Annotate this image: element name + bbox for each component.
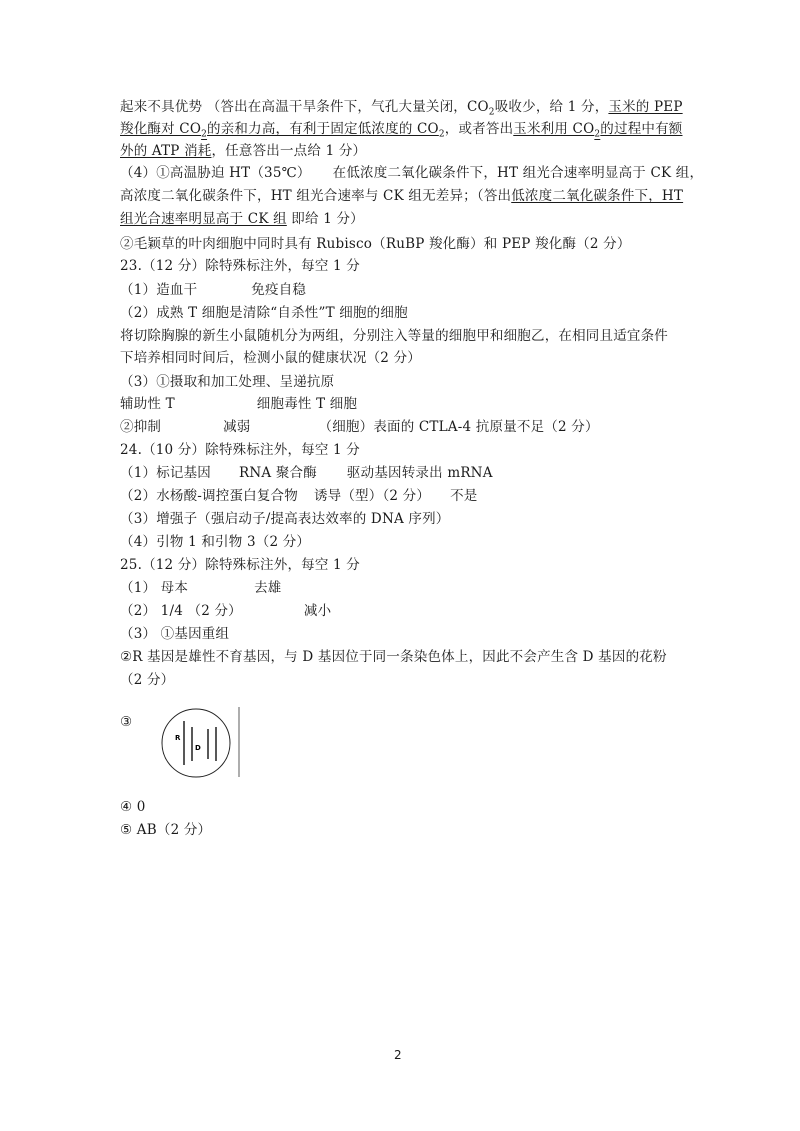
underlined-text: 外的 ATP 消耗 [120, 143, 212, 159]
text: （1） 母本 [120, 580, 189, 596]
text: ②抑制 [120, 419, 162, 435]
subscript: 2 [438, 129, 445, 140]
line-25: ②R 基因是雄性不育基因，与 D 基因位于同一条染色体上，因此不会产生含 D 基因的花粉 [120, 649, 667, 665]
text: （1）标记基因 [120, 465, 211, 481]
line-13: （3）①摄取和加工处理、呈递抗原 [120, 374, 335, 390]
text: 辅助性 T [120, 396, 175, 412]
line-3 [120, 141, 366, 161]
line-27: ③ [120, 714, 133, 730]
line-7: ②毛颖草的叶肉细胞中同时具有 Rubisco（RuBP 羧化酶）和 PEP 羧化酶（2 分） [120, 236, 631, 252]
gene-label-r: R [175, 734, 181, 742]
page-number: 2 [394, 1048, 402, 1062]
line-29: ⑤ AB（2 分） [120, 822, 212, 838]
text: 在低浓度二氧化碳条件下，HT 组光合速率明显高于 CK 组， [332, 165, 704, 181]
chromosome-diagram [158, 705, 244, 779]
text: 去雄 [254, 580, 282, 596]
subscript: 2 [594, 129, 601, 140]
line-17 [120, 463, 493, 483]
text: 减小 [303, 603, 332, 619]
text: RNA 聚合酶 [239, 465, 317, 481]
line-9 [120, 280, 306, 300]
line-8: 23.（12 分）除特殊标注外，每空 1 分 [120, 258, 361, 274]
text: （1）造血干 [120, 282, 198, 298]
line-24: （3） ①基因重组 [120, 626, 230, 642]
text: 起来不具优势 （答出在高温干旱条件下，气孔大量关闭，CO [120, 99, 489, 115]
text: 诱导（型）（2 分） [313, 488, 431, 504]
line-18 [120, 486, 478, 506]
line-15 [120, 417, 599, 437]
underlined-text: 玉米利用 CO [513, 121, 595, 137]
line-4 [120, 163, 703, 183]
cell-outline [162, 709, 230, 777]
line-26: （2 分） [120, 672, 175, 688]
gene-label-d: D [195, 744, 201, 752]
text: 减弱 [223, 419, 251, 435]
underlined-text: 玉米的 PEP [608, 99, 683, 115]
line-20: （4）引物 1 和引物 3（2 分） [120, 534, 311, 550]
line-11: 将切除胸腺的新生小鼠随机分为两组，分别注入等量的细胞甲和细胞乙，在相同且适宜条件 [120, 328, 668, 344]
text: 吸收少，给 1 分， [494, 99, 609, 115]
line-21: 25.（12 分）除特殊标注外，每空 1 分 [120, 557, 361, 573]
text: 细胞毒性 T 细胞 [256, 396, 358, 412]
text: ，或者答出 [444, 121, 514, 137]
line-19: （3）增强子（强启动子/提高表达效率的 DNA 序列） [120, 511, 450, 527]
line-23 [120, 601, 331, 621]
underlined-text: 的亲和力高，有利于固定低浓度的 CO [207, 121, 439, 137]
text: 免疫自稳 [251, 282, 307, 298]
text: （4）①高温胁迫 HT（35℃） [120, 165, 311, 181]
text: 高浓度二氧化碳条件下，HT 组光合速率与 CK 组无差异；（答出 [120, 188, 512, 204]
underlined-text: 的过程中有额 [600, 121, 683, 137]
text: （细胞）表面的 CTLA-4 抗原量不足（2 分） [318, 419, 599, 435]
line-10: （2）成熟 T 细胞是清除“自杀性”T 细胞的细胞 [120, 305, 408, 321]
line-6 [120, 209, 364, 229]
line-22 [120, 578, 282, 598]
line-5 [120, 186, 683, 206]
text: 即给 1 分） [286, 211, 364, 227]
text: 驱动基因转录出 mRNA [346, 465, 493, 481]
text: 不是 [450, 488, 478, 504]
subscript: 2 [201, 129, 208, 140]
line-28: ④ 0 [120, 799, 146, 815]
underlined-text: 低浓度二氧化碳条件下，HT [511, 188, 684, 204]
text: ，任意答出一点给 1 分） [211, 143, 367, 159]
line-16: 24.（10 分）除特殊标注外，每空 1 分 [120, 442, 361, 458]
underlined-text: 羧化酶对 CO [120, 121, 202, 137]
text: （2）水杨酸-调控蛋白复合物 [120, 488, 298, 504]
line-12: 下培养相同时间后，检测小鼠的健康状况（2 分） [120, 350, 421, 366]
line-14 [120, 394, 357, 414]
underlined-text: 组光合速率明显高于 CK 组 [120, 211, 287, 227]
subscript: 2 [488, 107, 495, 118]
text: （2） 1/4 （2 分） [120, 603, 242, 619]
